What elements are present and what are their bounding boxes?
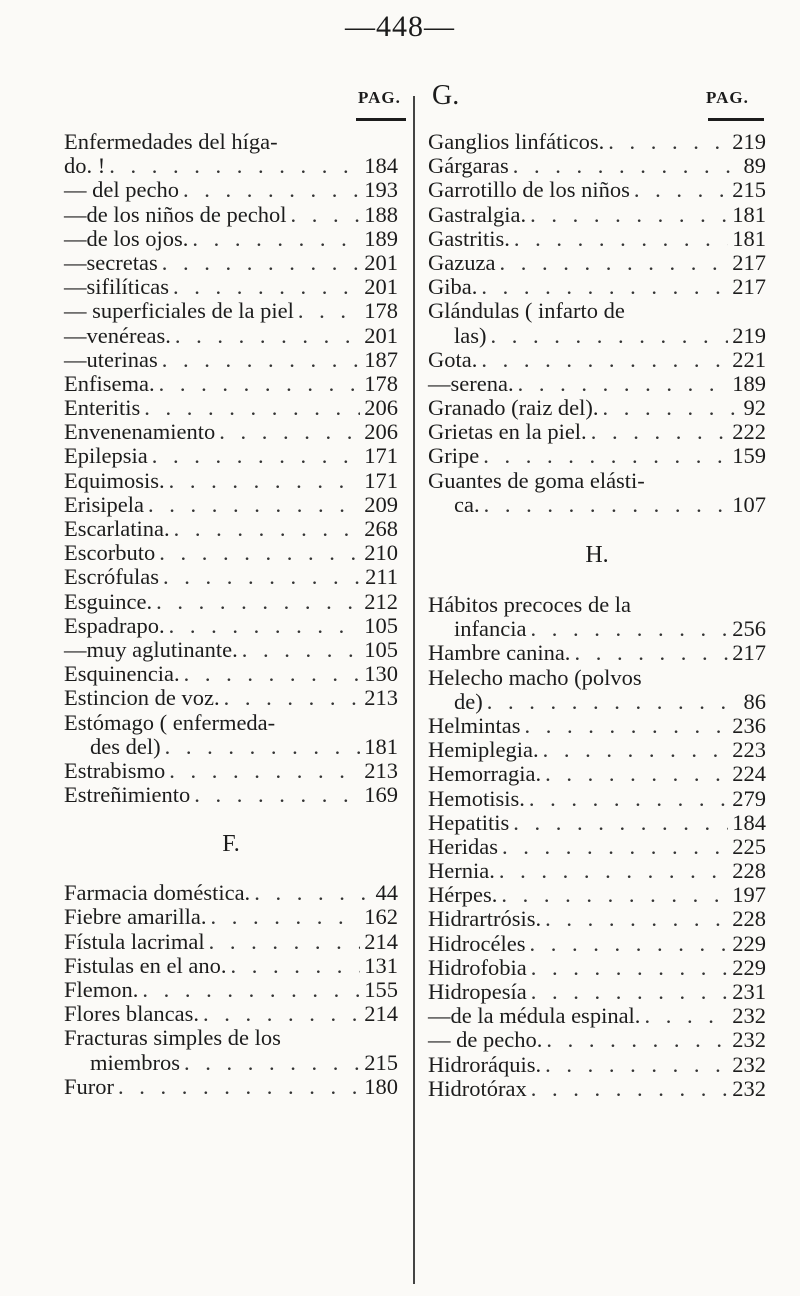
index-entry xyxy=(64,541,398,565)
entry-page-number: 232 xyxy=(732,1027,766,1053)
index-entry xyxy=(428,762,766,786)
index-entry xyxy=(64,299,398,323)
entry-term: Garrotillo de los niños xyxy=(428,177,630,203)
dot-leader xyxy=(574,641,728,665)
entry-page-number: 231 xyxy=(732,979,766,1004)
index-entry-line xyxy=(428,593,766,617)
dot-leader xyxy=(634,178,728,202)
entry-page-number: 224 xyxy=(732,761,766,787)
dot-leader xyxy=(174,517,361,541)
dot-leader xyxy=(148,493,360,517)
entry-page-number: 209 xyxy=(364,491,398,517)
entry-term: Fiebre amarilla. xyxy=(64,904,207,930)
dot-leader xyxy=(175,324,360,348)
dot-leader xyxy=(514,227,728,251)
dot-leader xyxy=(165,735,361,759)
entry-page-number: 215 xyxy=(364,1049,398,1075)
entry-page-number: 219 xyxy=(732,129,766,154)
entry-page-number: 187 xyxy=(364,346,398,372)
index-entry-line xyxy=(64,130,398,154)
entry-page-number: 131 xyxy=(364,952,398,978)
entry-term: Fistulas en el ano. xyxy=(64,952,227,978)
index-entry xyxy=(64,881,398,905)
index-entry xyxy=(428,1077,766,1101)
entry-page-number: 189 xyxy=(364,225,398,251)
entry-term: —uterinas xyxy=(64,346,158,372)
entry-page-number: 221 xyxy=(732,346,766,372)
index-entry xyxy=(64,154,398,178)
entry-page-number: 130 xyxy=(364,661,398,687)
entry-page-number: 189 xyxy=(732,370,766,396)
index-entry xyxy=(428,714,766,738)
index-entry xyxy=(428,956,766,980)
entry-term: Hábitos precoces de la xyxy=(428,592,632,617)
index-entry xyxy=(64,469,398,493)
entry-page-number: 225 xyxy=(732,833,766,859)
index-entry xyxy=(428,324,766,348)
entry-page-number: 201 xyxy=(364,322,398,348)
dot-leader xyxy=(545,762,728,786)
entry-page-number: 105 xyxy=(364,612,398,638)
dot-leader xyxy=(173,275,360,299)
entry-page-number: 107 xyxy=(732,491,766,517)
index-entry xyxy=(64,324,398,348)
entry-page-number: 162 xyxy=(364,904,398,930)
entry-term: Glándulas ( infarto de xyxy=(428,298,625,324)
index-entry xyxy=(428,396,766,420)
index-entry xyxy=(64,251,398,275)
dot-leader xyxy=(531,956,729,980)
entry-page-number: 201 xyxy=(364,274,398,300)
entry-page-number: 214 xyxy=(364,928,398,954)
index-entry xyxy=(428,1004,766,1028)
index-entry xyxy=(64,686,398,710)
index-entry xyxy=(64,662,398,686)
entry-term: Erisipela xyxy=(64,491,144,517)
entry-term: Hérpes. xyxy=(428,882,498,908)
dot-leader xyxy=(491,324,729,348)
entry-term: Enfisema. xyxy=(64,370,155,396)
index-entry xyxy=(428,251,766,275)
entry-page-number: 188 xyxy=(364,201,398,227)
entry-term: Epilepsia xyxy=(64,443,148,469)
entry-term: de) xyxy=(454,688,483,714)
dot-leader xyxy=(499,859,728,883)
index-entry-line xyxy=(64,711,398,735)
entry-page-number: 210 xyxy=(364,540,398,566)
index-entry xyxy=(428,420,766,444)
dot-leader xyxy=(513,811,728,835)
dot-leader xyxy=(499,251,728,275)
entry-page-number: 92 xyxy=(743,395,766,421)
index-entry xyxy=(428,444,766,468)
dot-leader xyxy=(501,883,728,907)
entry-term: Escarlatina. xyxy=(64,516,170,541)
entry-term: infancia xyxy=(454,616,527,642)
dot-leader xyxy=(159,541,360,565)
index-entry xyxy=(428,275,766,299)
entry-term: Hemorragia. xyxy=(428,761,542,787)
section-letter: H. xyxy=(585,542,609,568)
entry-term: —muy aglutinante. xyxy=(64,636,238,662)
entry-term: —de los niños de pechol xyxy=(64,201,287,227)
index-entry-line xyxy=(428,666,766,690)
entry-page-number: 232 xyxy=(732,1075,766,1101)
index-entry xyxy=(64,1075,398,1099)
entry-term: Hidrartrósis. xyxy=(428,906,542,932)
entry-page-number: 229 xyxy=(732,954,766,980)
entry-page-number: 232 xyxy=(732,1051,766,1077)
entry-term: —de la médula espinal. xyxy=(428,1003,641,1029)
entry-term: des del) xyxy=(90,733,161,759)
dot-leader xyxy=(518,372,729,396)
dot-leader xyxy=(546,1028,728,1052)
dot-leader xyxy=(118,1075,360,1099)
entry-term: — de pecho. xyxy=(428,1027,543,1053)
dot-leader xyxy=(545,907,728,931)
dot-leader xyxy=(184,662,361,686)
entry-page-number: 44 xyxy=(375,880,398,906)
entry-page-number: 214 xyxy=(364,1001,398,1027)
dot-leader xyxy=(531,980,729,1004)
entry-term: Flemon. xyxy=(64,977,139,1002)
entry-page-number: 222 xyxy=(732,419,766,445)
entry-page-number: 219 xyxy=(732,322,766,348)
index-entry xyxy=(64,203,398,227)
index-entry xyxy=(428,835,766,859)
entry-page-number: 268 xyxy=(364,516,398,541)
dot-leader xyxy=(203,1002,360,1026)
entry-page-number: 169 xyxy=(364,782,398,808)
entry-page-number: 105 xyxy=(364,636,398,662)
section-header-g: G. xyxy=(432,80,460,111)
entry-page-number: 171 xyxy=(364,467,398,493)
entry-term: Gárgaras xyxy=(428,153,509,179)
dot-leader xyxy=(481,275,728,299)
index-entry xyxy=(64,930,398,954)
dot-leader xyxy=(484,493,729,517)
entry-term: Estómago ( enfermeda- xyxy=(64,709,276,735)
entry-page-number: 86 xyxy=(743,688,766,714)
entry-term: Equimosis. xyxy=(64,467,165,493)
entry-page-number: 181 xyxy=(364,733,398,759)
index-entry xyxy=(64,227,398,251)
dot-leader xyxy=(152,444,361,468)
entry-page-number: 223 xyxy=(732,737,766,763)
entry-term: Gripe xyxy=(428,443,480,469)
entry-page-number: 229 xyxy=(732,930,766,956)
entry-page-number: 206 xyxy=(364,419,398,445)
entry-term: —de los ojos. xyxy=(64,225,189,251)
entry-term: Heridas xyxy=(428,833,498,859)
entry-page-number: 171 xyxy=(364,443,398,469)
index-entry xyxy=(428,1053,766,1077)
dot-leader xyxy=(224,686,361,710)
index-entry xyxy=(428,154,766,178)
entry-term: Hidrofobia xyxy=(428,954,527,980)
index-entry xyxy=(64,178,398,202)
index-entry xyxy=(64,759,398,783)
entry-term: Hidrocéles xyxy=(428,930,526,956)
index-entry xyxy=(428,1028,766,1052)
index-entry xyxy=(428,907,766,931)
entry-term: —venéreas. xyxy=(64,322,171,348)
entry-term: Escorbuto xyxy=(64,540,156,566)
right-column-pag-header: PAG. xyxy=(706,88,749,107)
index-entry xyxy=(64,372,398,396)
dot-leader xyxy=(608,130,728,154)
entry-page-number: 181 xyxy=(732,225,766,251)
entry-page-number: 228 xyxy=(732,906,766,932)
entry-term: Hidroráquis. xyxy=(428,1051,542,1077)
index-entry xyxy=(428,738,766,762)
dot-leader xyxy=(529,787,728,811)
entry-page-number: 159 xyxy=(732,443,766,469)
index-entry xyxy=(428,227,766,251)
dot-leader xyxy=(230,954,360,978)
entry-term: —secretas xyxy=(64,249,158,275)
entry-page-number: 181 xyxy=(732,201,766,227)
dot-leader xyxy=(530,203,728,227)
dot-leader xyxy=(163,565,361,589)
index-entry xyxy=(64,396,398,420)
dot-leader xyxy=(169,614,361,638)
entry-term: miembros xyxy=(90,1049,180,1075)
dot-leader xyxy=(543,738,729,762)
dot-leader xyxy=(254,881,371,905)
index-entry xyxy=(428,883,766,907)
entry-term: Gastritis. xyxy=(428,225,510,251)
entry-term: Espadrapo. xyxy=(64,612,165,638)
index-entry xyxy=(428,178,766,202)
entry-term: Estreñimiento xyxy=(64,782,191,808)
index-entry xyxy=(428,641,766,665)
entry-page-number: 197 xyxy=(732,882,766,908)
dot-leader xyxy=(483,444,728,468)
left-column xyxy=(64,130,398,1099)
index-entry xyxy=(64,954,398,978)
entry-term: Fístula lacrimal xyxy=(64,928,205,954)
index-entry xyxy=(428,617,766,641)
dot-leader xyxy=(159,372,361,396)
dot-leader xyxy=(530,617,728,641)
index-entry xyxy=(64,493,398,517)
entry-term: Escrófulas xyxy=(64,564,159,590)
dot-leader xyxy=(529,932,728,956)
entry-page-number: 201 xyxy=(364,249,398,275)
dot-leader xyxy=(644,1004,728,1028)
entry-term: Helmintas xyxy=(428,712,521,738)
dot-leader xyxy=(524,714,728,738)
entry-page-number: 180 xyxy=(364,1073,398,1099)
entry-page-number: 279 xyxy=(732,785,766,811)
entry-page-number: 212 xyxy=(364,588,398,614)
index-entry xyxy=(428,932,766,956)
index-entry xyxy=(64,1002,398,1026)
dot-leader xyxy=(481,348,728,372)
index-entry xyxy=(64,590,398,614)
dot-leader xyxy=(184,1051,360,1075)
index-entry xyxy=(64,565,398,589)
dot-leader xyxy=(169,759,360,783)
dot-leader xyxy=(298,299,360,323)
entry-term: Envenenamiento xyxy=(64,419,216,445)
index-entry xyxy=(428,372,766,396)
entry-term: Gazuza xyxy=(428,249,496,275)
index-entry xyxy=(428,859,766,883)
entry-term: las) xyxy=(454,322,487,348)
index-entry xyxy=(428,811,766,835)
dot-leader xyxy=(531,1077,729,1101)
entry-term: Hernia. xyxy=(428,858,495,884)
index-entry xyxy=(64,420,398,444)
entry-term: —serena. xyxy=(428,370,514,396)
entry-term: Hemotisis. xyxy=(428,785,525,811)
dot-leader xyxy=(169,469,361,493)
index-entry xyxy=(64,275,398,299)
entry-term: do. ! xyxy=(64,153,106,179)
entry-page-number: 213 xyxy=(364,685,398,711)
dot-leader xyxy=(142,978,360,1002)
page-number: —448— xyxy=(345,10,455,43)
entry-page-number: 217 xyxy=(732,274,766,300)
entry-term: Gastralgia. xyxy=(428,201,527,227)
dot-leader xyxy=(162,348,361,372)
entry-term: Grietas en la piel. xyxy=(428,419,587,445)
entry-page-number: 155 xyxy=(364,977,398,1002)
entry-term: Estincion de voz. xyxy=(64,685,220,711)
entry-term: Hambre canina. xyxy=(428,640,571,666)
dot-leader xyxy=(591,420,729,444)
entry-term: Farmacia doméstica. xyxy=(64,880,251,906)
entry-term: Enfermedades del híga- xyxy=(64,129,278,154)
entry-term: Guantes de goma elásti- xyxy=(428,467,645,493)
dot-leader xyxy=(194,783,360,807)
dot-leader xyxy=(502,835,728,859)
entry-term: Enteritis xyxy=(64,395,141,421)
entry-term: Ganglios linfáticos. xyxy=(428,129,605,154)
index-entry xyxy=(428,787,766,811)
entry-term: — superficiales de la piel xyxy=(64,298,294,324)
entry-page-number: 213 xyxy=(364,757,398,783)
index-entry xyxy=(428,203,766,227)
dot-leader xyxy=(183,178,360,202)
index-entry xyxy=(64,735,398,759)
entry-term: Hemiplegia. xyxy=(428,737,539,763)
entry-term: —sifilíticas xyxy=(64,274,169,300)
index-entry xyxy=(64,517,398,541)
entry-page-number: 206 xyxy=(364,395,398,421)
entry-term: Hidropesía xyxy=(428,979,527,1004)
dot-leader xyxy=(156,590,360,614)
entry-page-number: 184 xyxy=(364,153,398,179)
entry-term: Giba. xyxy=(428,274,478,300)
left-column-pag-header: PAG. xyxy=(358,88,401,107)
dot-leader xyxy=(513,154,740,178)
dot-leader xyxy=(210,905,360,929)
column-divider xyxy=(413,96,415,1284)
entry-page-number: 178 xyxy=(364,370,398,396)
entry-page-number: 178 xyxy=(364,298,398,324)
entry-page-number: 211 xyxy=(365,564,398,590)
entry-term: Fracturas simples de los xyxy=(64,1025,281,1051)
entry-page-number: 193 xyxy=(364,177,398,203)
dot-leader xyxy=(603,396,740,420)
entry-page-number: 217 xyxy=(732,640,766,666)
dot-leader xyxy=(209,930,361,954)
index-entry-line xyxy=(428,299,766,323)
dot-leader xyxy=(192,227,360,251)
entry-page-number: 217 xyxy=(732,249,766,275)
dot-leader xyxy=(487,690,740,714)
entry-term: Hidrotórax xyxy=(428,1075,527,1101)
entry-term: Gota. xyxy=(428,346,478,372)
entry-term: — del pecho xyxy=(64,177,179,203)
index-entry xyxy=(428,348,766,372)
entry-term: Furor xyxy=(64,1073,114,1099)
entry-term: Estrabismo xyxy=(64,757,166,783)
entry-term: ca. xyxy=(454,491,480,517)
index-entry xyxy=(428,980,766,1004)
index-entry xyxy=(64,638,398,662)
dot-leader xyxy=(545,1053,728,1077)
index-entry xyxy=(64,444,398,468)
entry-term: Esguince. xyxy=(64,588,153,614)
index-entry xyxy=(64,783,398,807)
index-entry xyxy=(428,130,766,154)
entry-page-number: 184 xyxy=(732,809,766,835)
index-entry-line xyxy=(64,1026,398,1050)
entry-page-number: 256 xyxy=(732,616,766,642)
index-entry xyxy=(64,1051,398,1075)
entry-page-number: 236 xyxy=(732,712,766,738)
index-entry xyxy=(64,905,398,929)
entry-term: Hepatitis xyxy=(428,809,510,835)
dot-leader xyxy=(219,420,360,444)
dot-leader xyxy=(109,154,360,178)
entry-term: Esquinencia. xyxy=(64,661,180,687)
section-letter: F. xyxy=(222,831,240,858)
index-entry xyxy=(64,348,398,372)
left-header-rule xyxy=(356,118,406,121)
entry-page-number: 232 xyxy=(732,1003,766,1029)
index-entry xyxy=(428,690,766,714)
index-entry xyxy=(64,614,398,638)
entry-term: Granado (raiz del). xyxy=(428,395,599,421)
dot-leader xyxy=(162,251,361,275)
dot-leader xyxy=(242,638,361,662)
dot-leader xyxy=(144,396,360,420)
right-column xyxy=(428,130,766,1101)
entry-page-number: 228 xyxy=(732,858,766,884)
dot-leader xyxy=(290,203,360,227)
entry-term: Flores blancas. xyxy=(64,1001,199,1027)
index-entry xyxy=(64,978,398,1002)
entry-page-number: 89 xyxy=(743,153,766,179)
index-entry xyxy=(428,493,766,517)
right-header-rule xyxy=(708,118,764,121)
index-entry-line xyxy=(428,469,766,493)
entry-page-number: 215 xyxy=(732,177,766,203)
entry-term: Helecho macho (polvos xyxy=(428,664,642,690)
